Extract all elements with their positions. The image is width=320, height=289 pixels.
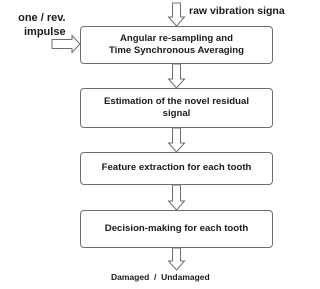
- one-rev-impulse-label: [14, 11, 66, 39]
- feature-extraction-box: [80, 152, 273, 185]
- residual-signal-line1: Estimation of the novel residual: [104, 95, 249, 107]
- output-label: Damaged / Undamaged: [111, 272, 210, 282]
- decision-making-box: [80, 210, 273, 248]
- arrow-down-icon: [169, 248, 185, 270]
- arrow-down-icon: [169, 185, 185, 210]
- residual-signal-box: [80, 88, 273, 128]
- impulse-text: impulse: [24, 26, 66, 38]
- arrow-down-icon: [169, 3, 185, 26]
- one-rev-text: one / rev.: [18, 12, 66, 24]
- arrow-down-icon: [169, 64, 185, 88]
- resampling-tsa-line2: Time Synchronous Averaging: [108, 45, 245, 56]
- arrow-down-icon: [169, 128, 185, 152]
- residual-signal-line2: signal: [162, 108, 191, 119]
- decision-making-text: Decision-making for each tooth: [104, 222, 249, 234]
- raw-vibration-signal-label: raw vibration signa: [189, 5, 285, 17]
- resampling-tsa-box: [80, 26, 273, 64]
- feature-extraction-text: Feature extraction for each tooth: [101, 162, 252, 174]
- resampling-tsa-line1: Angular re-sampling and: [119, 32, 233, 44]
